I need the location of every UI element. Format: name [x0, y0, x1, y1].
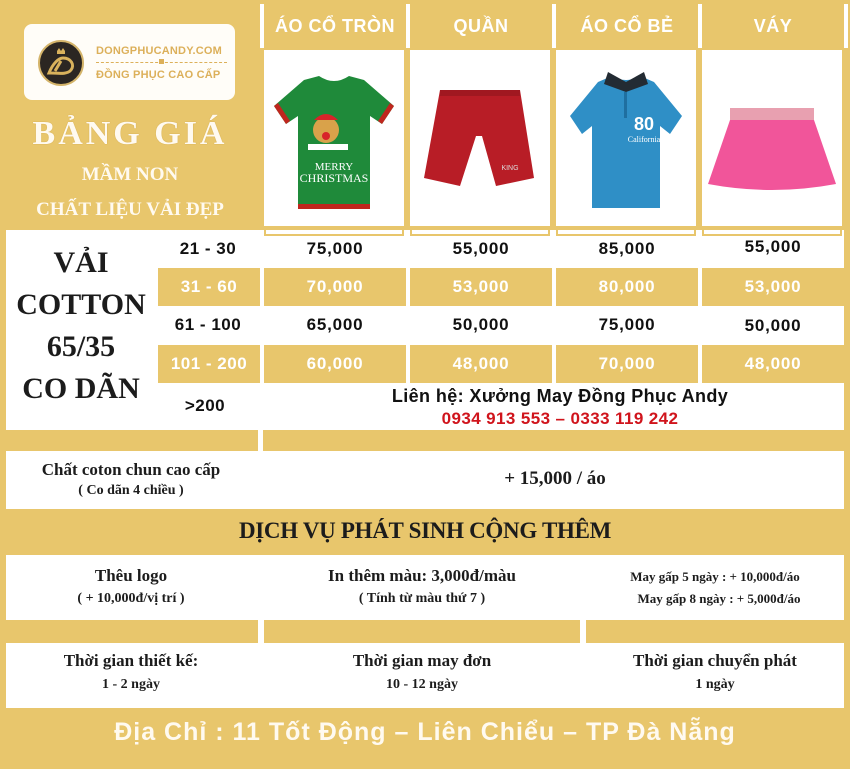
qty-range: 31 - 60 — [158, 268, 260, 306]
pink-skirt-icon — [702, 58, 842, 218]
product-image-round-neck — [262, 48, 406, 228]
price-cell: 53,000 — [410, 268, 552, 306]
price-cell: 85,000 — [598, 239, 656, 258]
logo-mark — [38, 40, 84, 86]
green-tshirt-icon — [264, 58, 404, 218]
separator — [580, 620, 586, 643]
price-cell: 75,000 — [306, 239, 364, 258]
sewing-time-value: 10 - 12 ngày — [386, 677, 458, 692]
price-cell: 65,000 — [306, 315, 364, 334]
fabric-label — [6, 238, 156, 414]
price-cell: 80,000 — [556, 268, 698, 306]
address: Địa Chỉ : 11 Tốt Động – Liên Chiểu – TP Đà Nẵng — [114, 718, 736, 746]
svg-text:KING: KING — [501, 165, 519, 172]
product-image-skirt — [700, 48, 844, 228]
qty-range: 61 - 100 — [174, 315, 242, 334]
stretch-fabric-note: ( Co dãn 4 chiều ) — [78, 483, 184, 498]
svg-text:California: California — [627, 135, 661, 144]
price-cell: 55,000 — [452, 239, 510, 258]
price-cell: 53,000 — [702, 268, 844, 306]
service-extra-color: In thêm màu: 3,000đ/màu — [328, 566, 516, 585]
price-cell: 70,000 — [264, 268, 406, 306]
fabric-label-line: COTTON — [16, 288, 146, 321]
product-header-polo: ÁO CỔ BẺ — [580, 15, 674, 36]
services-row — [6, 555, 844, 620]
fabric-label-line: CO DÃN — [22, 372, 140, 405]
blue-polo-icon — [556, 58, 696, 218]
delivery-time-value: 1 ngày — [695, 677, 735, 692]
delivery-time-label: Thời gian chuyển phát — [633, 651, 797, 670]
product-image-polo — [554, 48, 698, 228]
product-header-skirt: VÁY — [753, 15, 793, 36]
service-extra-color-note: ( Tính từ màu thứ 7 ) — [358, 591, 486, 606]
column-divider — [844, 4, 848, 48]
sewing-time-label: Thời gian may đơn — [352, 651, 492, 670]
logo-card — [24, 24, 235, 100]
svg-text:80: 80 — [633, 114, 655, 134]
price-cell: 55,000 — [744, 237, 802, 256]
svg-text:MERRY: MERRY — [314, 161, 354, 173]
services-title: DỊCH VỤ PHÁT SINH CỘNG THÊM — [238, 518, 612, 543]
red-shorts-icon — [410, 58, 550, 218]
price-cell: 48,000 — [410, 345, 552, 383]
price-cell: 50,000 — [452, 315, 510, 334]
service-embroidery: Thêu logo — [94, 566, 168, 585]
crown-logo-icon — [41, 43, 81, 83]
fabric-label-line: 65/35 — [46, 330, 116, 363]
product-header-round-neck: ÁO CỔ TRÒN — [275, 15, 395, 36]
separator — [258, 430, 263, 451]
stretch-fabric-price: + 15,000 / áo — [504, 468, 606, 489]
separator — [258, 620, 264, 643]
logo-divider-dot — [159, 59, 164, 64]
product-image-shorts — [408, 48, 552, 228]
page-title: BẢNG GIÁ — [32, 115, 228, 152]
price-cell: 60,000 — [264, 345, 406, 383]
price-cell: 70,000 — [556, 345, 698, 383]
logo-site-name: DONGPHUCANDY.COM — [96, 45, 223, 57]
stretch-fabric-name: Chất coton chun cao cấp — [41, 460, 221, 479]
service-embroidery-price: ( + 10,000đ/vị trí ) — [77, 591, 185, 606]
product-header-shorts: QUẦN — [453, 15, 509, 36]
logo-tagline: ĐỒNG PHỤC CAO CẤP — [96, 69, 221, 81]
service-rush-8-days: May gấp 8 ngày : + 5,000đ/áo — [637, 591, 801, 606]
fabric-label-line: VẢI — [53, 246, 109, 279]
price-cell: 48,000 — [702, 345, 844, 383]
design-time-value: 1 - 2 ngày — [102, 677, 160, 692]
contact-phones[interactable]: 0934 913 553 – 0333 119 242 — [441, 409, 679, 428]
qty-range: 101 - 200 — [158, 345, 260, 383]
price-cell: 50,000 — [744, 316, 802, 335]
qty-range: 21 - 30 — [179, 239, 237, 258]
subtitle-level: MẦM NON — [81, 164, 179, 185]
qty-range-over: >200 — [184, 396, 226, 415]
contact-line: Liên hệ: Xưởng May Đồng Phục Andy — [391, 386, 729, 406]
svg-text:CHRISTMAS: CHRISTMAS — [299, 171, 369, 185]
price-cell: 75,000 — [598, 315, 656, 334]
service-rush-5-days: May gấp 5 ngày : + 10,000đ/áo — [630, 569, 800, 584]
design-time-label: Thời gian thiết kế: — [63, 651, 199, 670]
subtitle-material: CHẤT LIỆU VẢI ĐẸP — [36, 199, 224, 220]
